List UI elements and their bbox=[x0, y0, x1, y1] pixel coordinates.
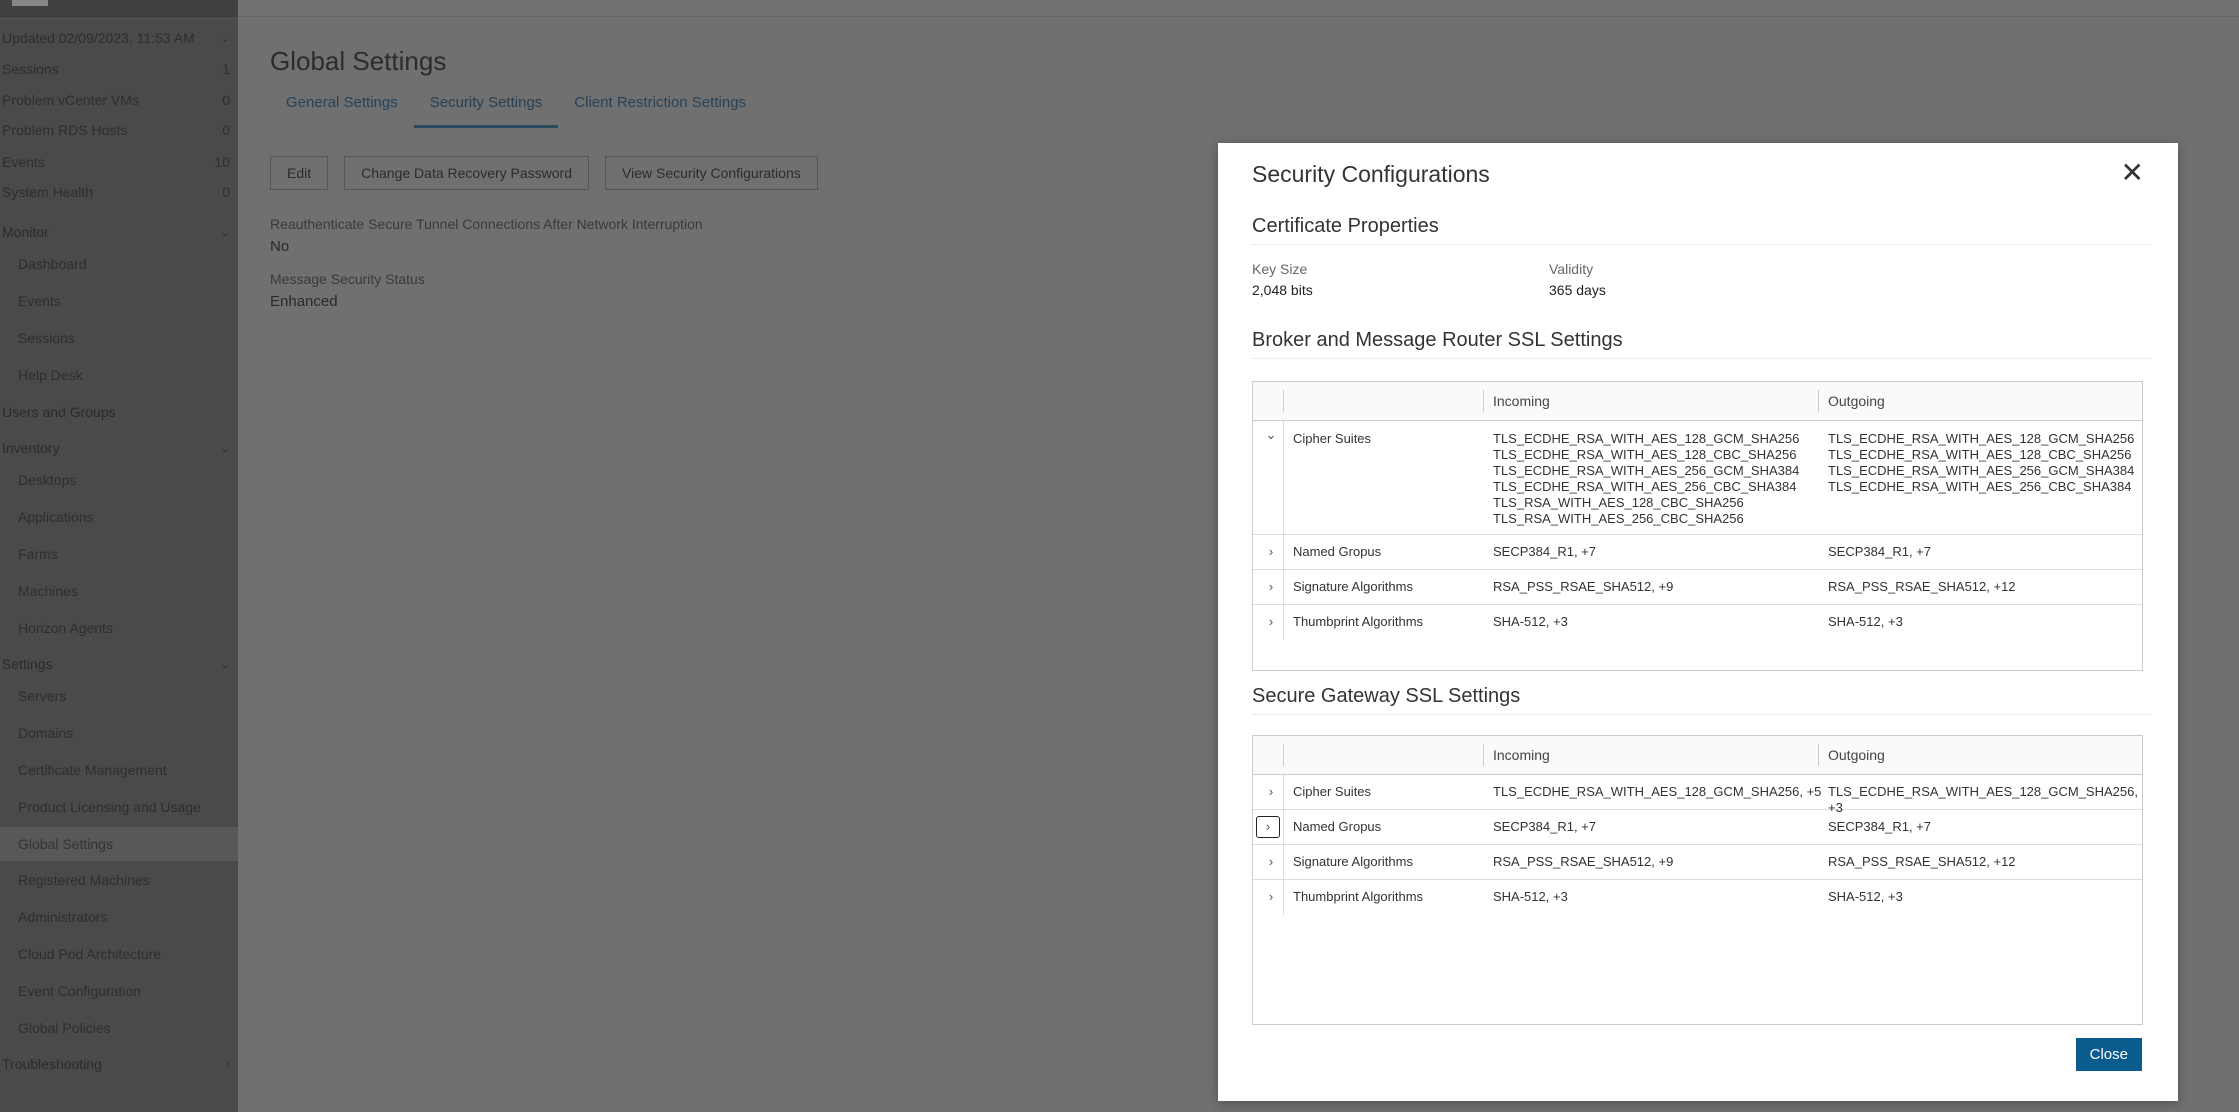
chevron-right-icon[interactable]: › bbox=[1268, 544, 1274, 559]
row-name: Cipher Suites bbox=[1293, 784, 1372, 799]
chevron-right-icon[interactable]: › bbox=[1268, 854, 1274, 869]
sidebar-item-label: Farms bbox=[18, 546, 58, 562]
chevron-right-icon[interactable]: › bbox=[1268, 579, 1274, 594]
status-sessions[interactable] bbox=[0, 57, 238, 81]
sidebar-item-label: Servers bbox=[18, 688, 67, 704]
column-separator bbox=[1818, 744, 1819, 766]
chevron-down-icon: ⌄ bbox=[219, 441, 230, 455]
chevron-down-icon[interactable]: ⌄ bbox=[1265, 427, 1277, 442]
table-row[interactable] bbox=[1253, 605, 2142, 640]
table-row[interactable] bbox=[1253, 775, 2142, 815]
sidebar-item-global-settings[interactable] bbox=[0, 827, 238, 861]
status-updated bbox=[0, 26, 238, 50]
row-separator bbox=[1283, 775, 1284, 809]
sidebar-section-monitor[interactable] bbox=[0, 220, 238, 244]
logo bbox=[12, 0, 48, 6]
sidebar-item-global-policies[interactable] bbox=[0, 1016, 238, 1040]
row-outgoing: TLS_ECDHE_RSA_WITH_AES_128_GCM_SHA256 TLS_ECDHE_RSA_WITH_AES_128_CBC_SHA256 TLS_ECDHE_RSA_WITH_AES_256_GCM_SHA384 TLS_ECDHE_RSA_WITH_AES_256_CBC_SHA384 bbox=[1828, 431, 2135, 494]
row-outgoing: RSA_PSS_RSAE_SHA512, +12 bbox=[1828, 579, 2016, 594]
row-incoming: SECP384_R1, +7 bbox=[1493, 819, 1596, 834]
sidebar-item-administrators[interactable] bbox=[0, 905, 238, 929]
section-label: Monitor bbox=[2, 224, 49, 240]
section-label: Troubleshooting bbox=[2, 1056, 102, 1072]
sidebar-item-event-configuration[interactable] bbox=[0, 979, 238, 1003]
field-label: Message Security Status bbox=[270, 271, 425, 287]
chevron-down-icon[interactable]: ⌄ bbox=[219, 31, 230, 45]
status-label: Sessions bbox=[2, 61, 59, 77]
sidebar-item-users-and-groups[interactable] bbox=[0, 400, 238, 424]
column-incoming: Incoming bbox=[1493, 747, 1550, 763]
section-label: Users and Groups bbox=[2, 404, 116, 420]
sidebar-item-label: Registered Machines bbox=[18, 872, 150, 888]
section-certificate-properties: Certificate Properties bbox=[1252, 215, 2152, 245]
row-outgoing: RSA_PSS_RSAE_SHA512, +12 bbox=[1828, 854, 2016, 869]
sidebar-item-label: Horizon Agents bbox=[18, 620, 113, 636]
row-separator bbox=[1283, 845, 1284, 879]
status-count: 0 bbox=[222, 184, 230, 200]
status-system-health[interactable] bbox=[0, 180, 238, 204]
field-value: Enhanced bbox=[270, 293, 338, 310]
sidebar-item-label: Sessions bbox=[18, 330, 75, 346]
close-icon[interactable]: ✕ bbox=[2120, 157, 2144, 188]
sidebar-item-label: Applications bbox=[18, 509, 94, 525]
status-label: Events bbox=[2, 154, 45, 170]
tab-client-restriction-settings[interactable]: Client Restriction Settings bbox=[574, 94, 747, 111]
chevron-down-icon: ⌄ bbox=[219, 225, 230, 239]
table-row[interactable] bbox=[1253, 810, 2142, 845]
chevron-right-icon[interactable]: › bbox=[1268, 784, 1274, 799]
row-name: Named Gropus bbox=[1293, 819, 1382, 834]
status-events[interactable] bbox=[0, 150, 238, 174]
row-incoming: RSA_PSS_RSAE_SHA512, +9 bbox=[1493, 579, 1674, 594]
row-incoming: SECP384_R1, +7 bbox=[1493, 544, 1596, 559]
status-updated-label: Updated 02/09/2023, 11:53 AM bbox=[2, 30, 195, 46]
sidebar-item-label: Cloud Pod Architecture bbox=[18, 946, 162, 962]
sidebar-item-label: Administrators bbox=[18, 909, 108, 925]
status-count: 0 bbox=[222, 92, 230, 108]
status-problem-vcenter-vms[interactable] bbox=[0, 88, 238, 112]
sidebar-item-label: Product Licensing and Usage bbox=[18, 799, 201, 815]
row-name: Cipher Suites bbox=[1293, 431, 1372, 446]
field-value: No bbox=[270, 238, 290, 255]
validity-value: 365 days bbox=[1549, 282, 1606, 298]
sidebar-item-certificate-management[interactable] bbox=[0, 758, 238, 782]
row-name: Thumbprint Algorithms bbox=[1293, 889, 1424, 904]
key-size-value: 2,048 bits bbox=[1252, 282, 1313, 298]
row-outgoing: TLS_ECDHE_RSA_WITH_AES_128_GCM_SHA256, +3 bbox=[1828, 784, 2138, 815]
sidebar-item-machines[interactable] bbox=[0, 579, 238, 603]
chevron-right-icon[interactable]: › bbox=[1268, 889, 1274, 904]
sidebar-item-applications[interactable] bbox=[0, 505, 238, 529]
row-incoming: SHA-512, +3 bbox=[1493, 614, 1568, 629]
view-security-configurations-button[interactable]: View Security Configurations bbox=[605, 156, 818, 190]
status-label: Problem vCenter VMs bbox=[2, 92, 139, 108]
column-separator bbox=[1283, 390, 1284, 412]
tabs bbox=[270, 90, 762, 128]
column-separator bbox=[1483, 390, 1484, 412]
row-separator bbox=[1283, 570, 1284, 604]
table-row[interactable] bbox=[1253, 880, 2142, 915]
sidebar-item-events[interactable] bbox=[0, 289, 238, 313]
sidebar-item-dashboard[interactable] bbox=[0, 252, 238, 276]
grid-header bbox=[1253, 382, 2142, 421]
validity-label: Validity bbox=[1549, 261, 1594, 277]
sidebar-item-label: Events bbox=[18, 293, 61, 309]
status-count: 10 bbox=[214, 154, 230, 170]
sidebar-item-label: Global Settings bbox=[18, 836, 113, 852]
sidebar-item-label: Machines bbox=[18, 583, 78, 599]
column-separator bbox=[1818, 390, 1819, 412]
key-size-label: Key Size bbox=[1252, 261, 1308, 277]
action-buttons bbox=[270, 156, 818, 190]
row-name: Named Gropus bbox=[1293, 544, 1382, 559]
column-separator bbox=[1483, 744, 1484, 766]
row-incoming: TLS_ECDHE_RSA_WITH_AES_128_GCM_SHA256, +5 bbox=[1493, 784, 1822, 799]
status-count: 1 bbox=[222, 61, 230, 77]
table-row[interactable] bbox=[1253, 421, 2142, 535]
sidebar-item-desktops[interactable] bbox=[0, 468, 238, 492]
broker-ssl-grid bbox=[1252, 381, 2143, 671]
column-outgoing: Outgoing bbox=[1828, 747, 1885, 763]
row-outgoing: SECP384_R1, +7 bbox=[1828, 819, 1931, 834]
row-name: Signature Algorithms bbox=[1293, 854, 1413, 869]
section-label: Inventory bbox=[2, 440, 60, 456]
field-label: Reauthenticate Secure Tunnel Connections After Network Interruption bbox=[270, 216, 703, 232]
sidebar-item-domains[interactable] bbox=[0, 721, 238, 745]
sidebar-item-label: Domains bbox=[18, 725, 74, 741]
row-outgoing: SHA-512, +3 bbox=[1828, 889, 1903, 904]
row-name: Thumbprint Algorithms bbox=[1293, 614, 1424, 629]
sidebar-item-label: Certificate Management bbox=[18, 762, 167, 778]
status-label: System Health bbox=[2, 184, 94, 200]
sidebar-item-servers[interactable] bbox=[0, 684, 238, 708]
sidebar-item-help-desk[interactable] bbox=[0, 363, 238, 387]
status-count: 0 bbox=[222, 122, 230, 138]
sidebar-item-product-licensing[interactable] bbox=[0, 795, 238, 819]
sidebar-item-registered-machines[interactable] bbox=[0, 868, 238, 892]
chevron-down-icon: ⌄ bbox=[219, 657, 230, 671]
sidebar-item-label: Dashboard bbox=[18, 256, 87, 272]
dialog-title: Security Configurations bbox=[1252, 161, 1490, 187]
sidebar-topbar bbox=[0, 0, 238, 19]
chevron-right-icon[interactable]: › bbox=[1256, 816, 1280, 838]
grid-header bbox=[1253, 736, 2142, 775]
row-incoming: RSA_PSS_RSAE_SHA512, +9 bbox=[1493, 854, 1674, 869]
status-label: Problem RDS Hosts bbox=[2, 122, 128, 138]
top-strip bbox=[238, 0, 2239, 17]
row-outgoing: SHA-512, +3 bbox=[1828, 614, 1903, 629]
sidebar-item-troubleshooting[interactable] bbox=[0, 1052, 238, 1076]
sidebar-section-settings[interactable] bbox=[0, 652, 238, 676]
sidebar-item-label: Global Policies bbox=[18, 1020, 111, 1036]
page-title: Global Settings bbox=[270, 46, 447, 76]
change-data-recovery-password-button[interactable]: Change Data Recovery Password bbox=[344, 156, 589, 190]
edit-button[interactable]: Edit bbox=[270, 156, 328, 190]
table-row[interactable] bbox=[1253, 570, 2142, 605]
section-label: Settings bbox=[2, 656, 53, 672]
sidebar-item-cloud-pod-architecture[interactable] bbox=[0, 942, 238, 966]
column-incoming: Incoming bbox=[1493, 393, 1550, 409]
row-separator bbox=[1283, 880, 1284, 915]
sidebar-item-label: Event Configuration bbox=[18, 983, 141, 999]
row-outgoing: SECP384_R1, +7 bbox=[1828, 544, 1931, 559]
section-broker-ssl: Broker and Message Router SSL Settings bbox=[1252, 329, 2152, 359]
status-problem-rds-hosts[interactable] bbox=[0, 118, 238, 142]
sidebar bbox=[0, 0, 238, 1112]
sidebar-item-label: Desktops bbox=[18, 472, 77, 488]
table-row[interactable] bbox=[1253, 845, 2142, 880]
chevron-right-icon: › bbox=[226, 1057, 230, 1071]
row-separator bbox=[1283, 535, 1284, 569]
column-separator bbox=[1283, 744, 1284, 766]
table-row[interactable] bbox=[1253, 535, 2142, 570]
sidebar-item-sessions[interactable] bbox=[0, 326, 238, 350]
row-separator bbox=[1283, 421, 1284, 534]
row-incoming: TLS_ECDHE_RSA_WITH_AES_128_GCM_SHA256 TLS_ECDHE_RSA_WITH_AES_128_CBC_SHA256 TLS_ECDHE_RSA_WITH_AES_256_GCM_SHA384 TLS_ECDHE_RSA_WITH_AES_256_CBC_SHA384 TLS_RSA_WITH_AES_128_CBC_SHA256 TLS_RSA_WITH_AES_256_CBC_SHA256 bbox=[1493, 431, 1800, 526]
close-button[interactable]: Close bbox=[2076, 1038, 2142, 1071]
security-configurations-dialog bbox=[1218, 143, 2178, 1101]
sidebar-item-label: Help Desk bbox=[18, 367, 83, 383]
tab-security-settings[interactable]: Security Settings bbox=[414, 90, 559, 128]
sidebar-item-horizon-agents[interactable] bbox=[0, 616, 238, 640]
column-outgoing: Outgoing bbox=[1828, 393, 1885, 409]
section-secure-gateway-ssl: Secure Gateway SSL Settings bbox=[1252, 685, 2152, 715]
gateway-ssl-grid bbox=[1252, 735, 2143, 1025]
sidebar-item-farms[interactable] bbox=[0, 542, 238, 566]
chevron-right-icon[interactable]: › bbox=[1268, 614, 1274, 629]
tab-general-settings[interactable]: General Settings bbox=[286, 94, 398, 111]
row-separator bbox=[1283, 810, 1284, 844]
row-separator bbox=[1283, 605, 1284, 640]
row-incoming: SHA-512, +3 bbox=[1493, 889, 1568, 904]
row-name: Signature Algorithms bbox=[1293, 579, 1413, 594]
sidebar-section-inventory[interactable] bbox=[0, 436, 238, 460]
